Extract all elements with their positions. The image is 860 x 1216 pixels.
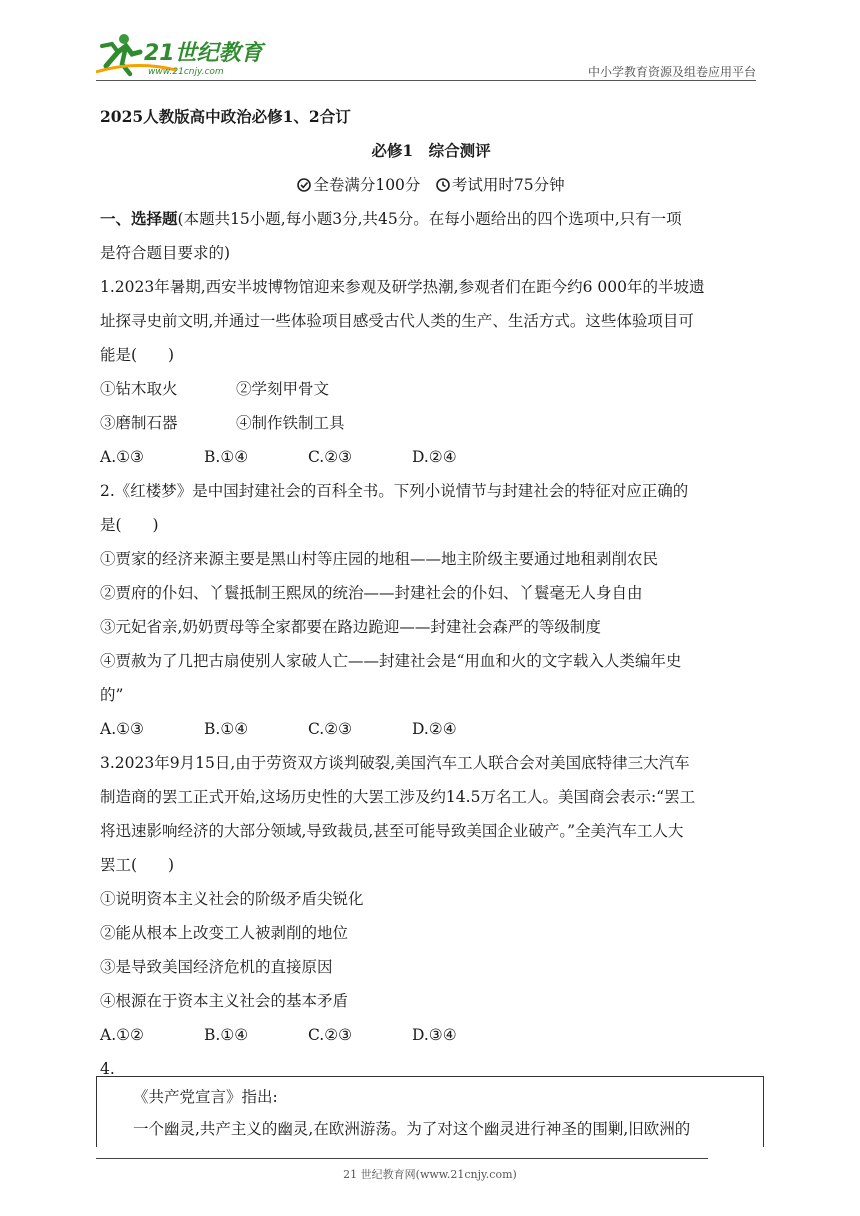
q1-options-row [100, 372, 762, 406]
q2-statement: ③元妃省亲,奶奶贾母等全家都要在路边跪迎——封建社会森严的等级制度 [100, 618, 601, 636]
q2-statement: ④贾赦为了几把古扇使别人家破人亡——封建社会是“用血和火的文字载入人类编年史 [100, 652, 682, 670]
q2-choices [100, 712, 762, 746]
q2-statement: 的” [100, 686, 124, 704]
choice-a[interactable]: A.①③ [100, 720, 144, 738]
clock-icon [436, 178, 450, 192]
check-circle-icon [297, 178, 311, 192]
choice-d[interactable]: D.②④ [412, 448, 457, 466]
footer-divider [96, 1158, 708, 1159]
choice-a[interactable]: A.①③ [100, 448, 144, 466]
quote-line: 一个幽灵,共产主义的幽灵,在欧洲游荡。为了对这个幽灵进行神圣的围剿,旧欧洲的 [133, 1120, 691, 1138]
choice-c[interactable]: C.②③ [308, 720, 353, 738]
choice-c[interactable]: C.②③ [308, 448, 353, 466]
q1-option: ①钻木取火 [100, 380, 178, 398]
q3-statement: ③是导致美国经济危机的直接原因 [100, 958, 333, 976]
choice-d[interactable]: D.③④ [412, 1026, 457, 1044]
section-instructions-cont: 是符合题目要求的) [100, 244, 231, 262]
document-body [100, 100, 762, 1086]
q3-statement: ④根源在于资本主义社会的基本矛盾 [100, 992, 349, 1010]
logo-url: www.21cnjy.com [148, 67, 224, 77]
q2-statement: ②贾府的仆妇、丫鬟抵制王熙凤的统治——封建社会的仆妇、丫鬟毫无人身自由 [100, 584, 643, 602]
choice-b[interactable]: B.①④ [204, 448, 249, 466]
choice-b[interactable]: B.①④ [204, 1026, 249, 1044]
header-divider [96, 80, 756, 81]
platform-name: 中小学教育资源及组卷应用平台 [587, 65, 756, 79]
q1-choices [100, 440, 762, 474]
q1-options-row [100, 406, 762, 440]
footer-text[interactable]: 21 世纪教育网(www.21cnjy.com) [343, 1168, 517, 1181]
q1-stem-line: 址探寻史前文明,并通过一些体验项目感受古代人类的生产、生活方式。这些体验项目可 [100, 312, 694, 330]
q3-stem-line: 将迅速影响经济的大部分领域,导致裁员,甚至可能导致美国企业破产。”全美汽车工人大 [100, 822, 684, 840]
runner-logo-icon [96, 30, 266, 80]
q1-option: ②学刻甲骨文 [236, 380, 330, 398]
choice-d[interactable]: D.②④ [412, 720, 457, 738]
time-info: 考试用时75分钟 [451, 176, 565, 194]
q4-quote-box [96, 1076, 764, 1147]
exam-info [100, 168, 762, 202]
q3-stem-line: 制造商的罢工正式开始,这场历史性的大罢工涉及约14.5万名工人。美国商会表示:“罢工 [100, 788, 696, 806]
q3-statement: ①说明资本主义社会的阶级矛盾尖锐化 [100, 890, 364, 908]
choice-c[interactable]: C.②③ [308, 1026, 353, 1044]
score-info: 全卷满分100分 [313, 176, 421, 194]
q2-stem-line: 2.《红楼梦》是中国封建社会的百科全书。下列小说情节与封建社会的特征对应正确的 [100, 482, 689, 500]
q1-option: ④制作铁制工具 [236, 414, 345, 432]
q1-option: ③磨制石器 [100, 414, 178, 432]
q4-number: 4. [100, 1060, 115, 1078]
test-title: 必修1 综合测评 [371, 141, 491, 160]
logo-text: 21世纪教育 [144, 41, 263, 66]
section-heading: 一、选择题 [100, 209, 178, 228]
series-title: 2025人教版高中政治必修1、2合订 [100, 107, 351, 126]
quote-line: 《共产党宣言》指出: [133, 1088, 278, 1106]
q3-statement: ②能从根本上改变工人被剥削的地位 [100, 924, 349, 942]
site-logo [96, 30, 266, 80]
choice-a[interactable]: A.①② [100, 1026, 144, 1044]
q2-statement: ①贾家的经济来源主要是黑山村等庄园的地租——地主阶级主要通过地租剥削农民 [100, 550, 659, 568]
q1-stem-line: 能是( ) [100, 346, 175, 364]
q3-choices [100, 1018, 762, 1052]
q1-stem-line: 1.2023年暑期,西安半坡博物馆迎来参观及研学热潮,参观者们在距今约6 000年的半坡遗 [100, 278, 705, 296]
choice-b[interactable]: B.①④ [204, 720, 249, 738]
q3-stem-line: 罢工( ) [100, 856, 175, 874]
section-instructions: 一、选择题(本题共15小题,每小题3分,共45分。在每小题给出的四个选项中,只有一项 [100, 209, 682, 228]
q2-stem-line: 是( ) [100, 516, 159, 534]
q3-stem-line: 3.2023年9月15日,由于劳资双方谈判破裂,美国汽车工人联合会对美国底特律三大汽车 [100, 754, 690, 772]
